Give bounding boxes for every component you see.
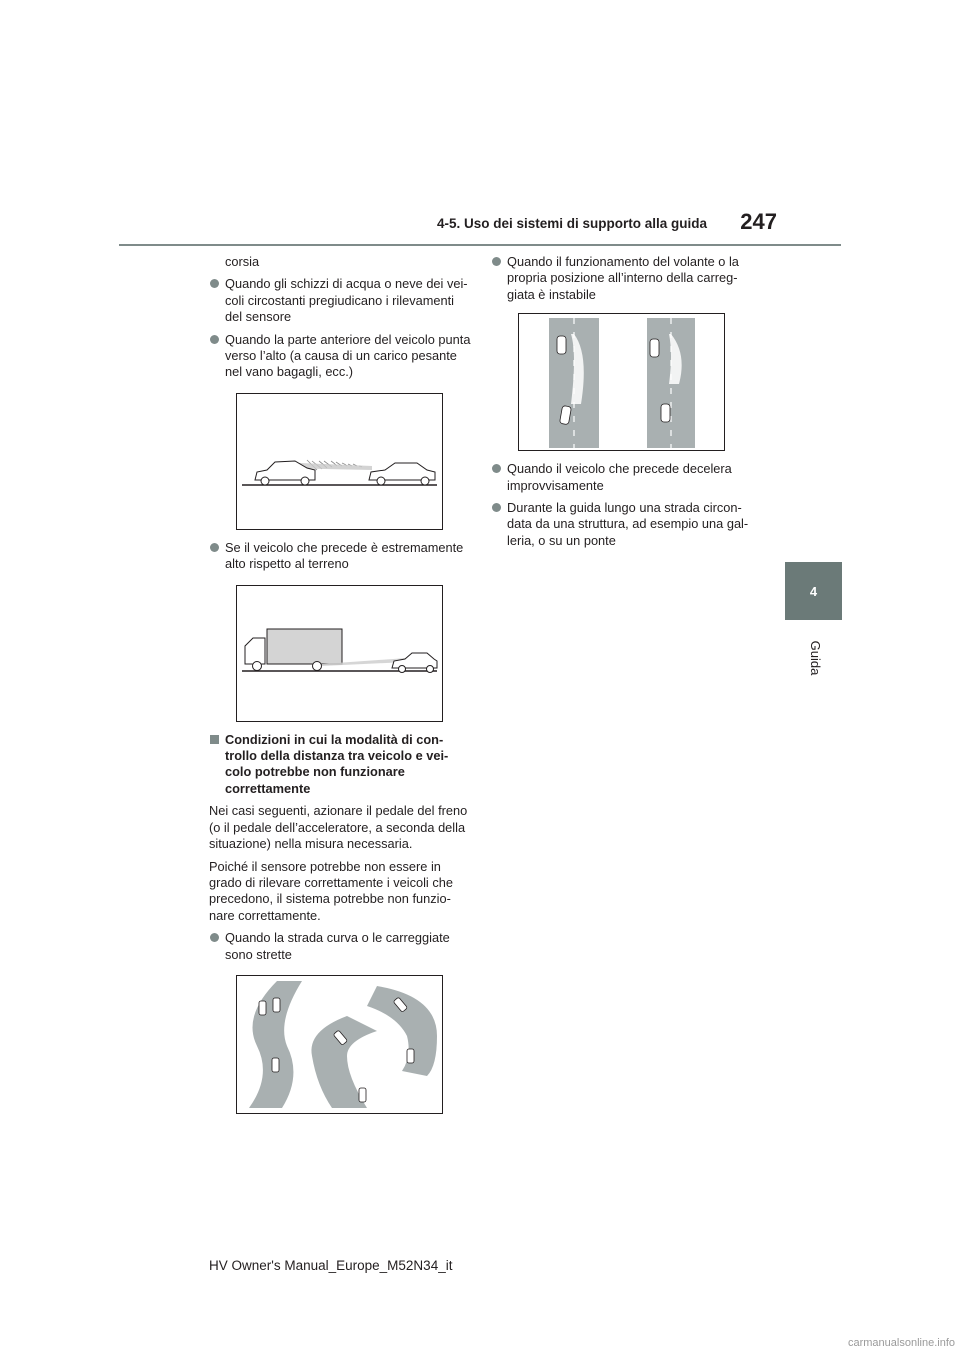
right-column [491,254,753,555]
footer-manual-id: HV Owner's Manual_Europe_M52N34_it [209,1258,453,1273]
header-divider [119,244,841,246]
subheading-text: Condizioni in cui la modalità di con-trollo della distanza tra veicolo e vei-colo potrebbe non funzionare correttamente [225,731,449,796]
bullet-text: Durante la guida lungo una strada circon-data da una struttura, ad esempio una gal-leria, o su un ponte [507,500,749,548]
bullet-text: Quando il funzionamento del volante o la propria posizione all’interno della carreg-giata è instabile [507,254,739,302]
bullet-text: Quando la strada curva o le carreggiate sono strette [225,930,450,962]
paragraph: Poiché il sensore potrebbe non essere in grado di rilevare correttamente i veicoli che precedono, il sistema potrebbe non funzio-nare correttamente. [209,858,453,923]
bullet-item [209,930,471,963]
bullet-dot-icon [210,933,219,942]
bullet-dot-icon [492,257,501,266]
bullet-text: Quando gli schizzi di acqua o neve dei vei-coli circostanti pregiudicano i rilevamenti del sensore [225,276,468,325]
square-bullet-icon [210,735,219,744]
chapter-label: Guida [808,640,823,676]
continued-text: corsia [225,254,260,269]
bullet-text: Se il veicolo che precede è estremamente alto rispetto al terreno [225,539,464,572]
bullet-dot-icon [210,279,219,288]
bullet-item [209,540,471,573]
bullet-item [491,461,753,494]
figure-unstable-lane [518,313,725,451]
bullet-dot-icon [492,464,501,473]
bullet-item [209,332,471,381]
bullet-dot-icon [210,543,219,552]
bullet-text: Quando la parte anteriore del veicolo punta verso l’alto (a causa di un carico pesante nel vano bagagli, ecc.) [225,331,471,380]
paragraph: Nei casi seguenti, azionare il pedale del freno (o il pedale dell’acceleratore, a seconda della situazione) nella misura necessaria. [209,803,468,852]
bullet-dot-icon [492,503,501,512]
figure-car-nose-up [236,393,443,530]
bullet-dot-icon [210,335,219,344]
bullet-item [491,254,753,303]
figure-high-truck [236,585,443,722]
section-subheading [209,732,471,798]
chapter-number: 4 [809,583,818,599]
bullet-text: Quando il veicolo che precede decelera improvvisamente [507,461,732,493]
section-title: 4-5. Uso dei sistemi di supporto alla guida [437,216,708,231]
bullet-item [491,500,753,549]
bullet-item [209,276,471,325]
watermark-link[interactable]: carmanualsonline.info [847,1337,955,1349]
page-number: 247 [740,209,777,234]
left-column [209,254,471,1124]
chapter-tab[interactable] [785,562,842,620]
figure-curved-roads [236,975,443,1114]
